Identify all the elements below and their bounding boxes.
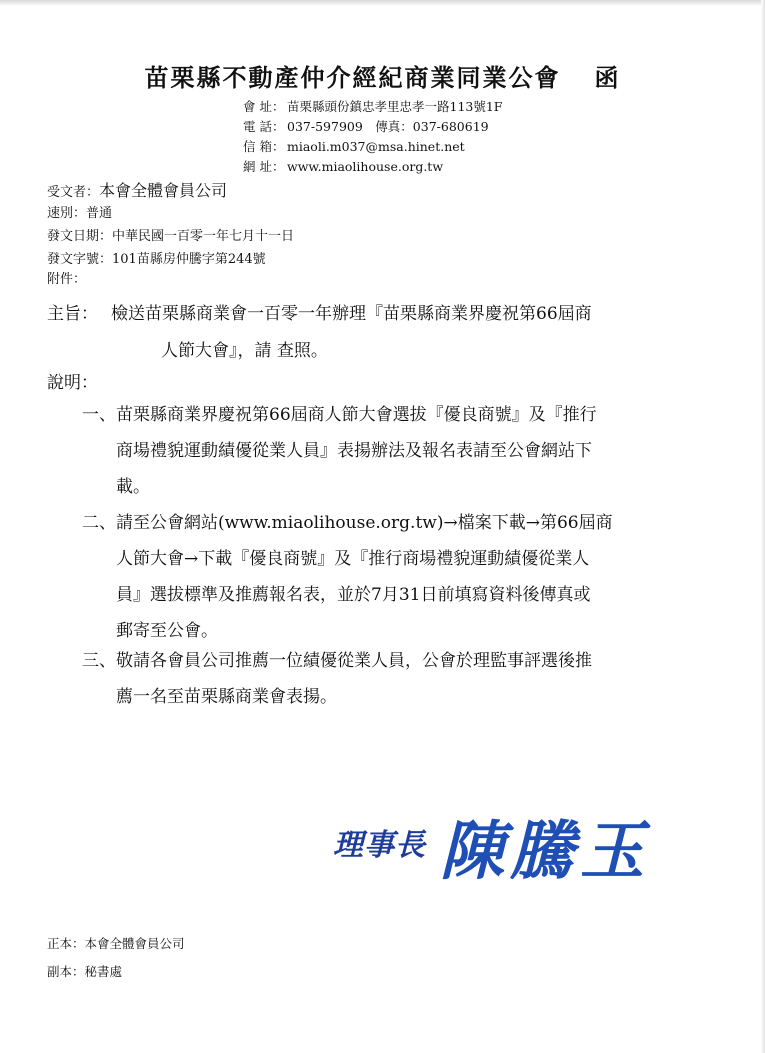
contact-phone: 電 話： 037-597909 傳真：037-680619	[243, 119, 489, 134]
date-value: 中華民國一百零一年七月十一日	[112, 229, 295, 244]
doc-number-value: 101苗縣房仲騰字第244號	[112, 252, 266, 267]
contact-email: 信 箱： miaoli.m037@msa.hinet.net	[243, 139, 465, 154]
scan-edge-right	[761, 0, 765, 1053]
original-recipient-line: 正本：本會全體會員公司	[47, 936, 185, 951]
explanation-label: 說明：	[47, 373, 98, 393]
letterhead-title	[0, 58, 765, 93]
recipient-line: 受文者：本會全體會員公司	[47, 181, 228, 200]
organization-name: 苗栗縣不動產仲介經紀商業同業公會	[144, 63, 561, 92]
speed-line: 速別：普通	[47, 206, 113, 221]
contact-info	[243, 97, 503, 177]
contact-website: 網 址： www.miaolihouse.org.tw	[243, 159, 444, 174]
date-line: 發文日期：中華民國一百零一年七月十一日	[47, 229, 295, 244]
speed-value: 普通	[86, 206, 113, 221]
scan-edge-top	[0, 0, 765, 6]
recipient-value: 本會全體會員公司	[99, 181, 228, 200]
contact-address: 會 址： 苗栗縣頭份鎮忠孝里忠孝一路113號1F	[243, 99, 503, 114]
copy-recipient-line: 副本：秘書處	[47, 964, 123, 979]
copy-recipient-value: 秘書處	[84, 964, 123, 979]
signature-title-stamp: 理事長	[333, 828, 426, 863]
doc-number-line: 發文字號：101苗縣房仲騰字第244號	[47, 252, 266, 267]
document-type: 函	[594, 63, 621, 92]
attachment-line: 附件：	[47, 272, 87, 287]
official-letter-page: 苗栗縣不動產仲介經紀商業同業公會 函 會 址： 苗栗縣頭份鎮忠孝里忠孝一路113號1F 電 話： 037-597909 傳真：037-680619 信 箱： miaoli.m037@msa.hinet.net 網 址： www.miaolihouse.org.tw 受文者：本會全體會員公司 速別：普通 發文日期：中華民國一百零一年七月十一日 發文字號：101苗縣房仲騰字第244號 附件： 主旨： 檢送苗栗縣商業會一百零一年辦理『苗栗縣商業界慶祝第66屆商 人節大會』，請 查照。 說明： 一、 苗栗縣商業界慶祝第66屆商人節大會選拔『優良商號』及『推行 商場禮貌運動績優從業人員』表揚辦法及報名表請至公會網站下 載。 二、 請至公會網站(www.miaolihouse.org.tw)→檔案下載→第66屆商 人節大會→下載『優良商號』及『推行商場禮貌運動績優從業人 員』選拔標準及推薦報名表，並於7月31日前填寫資料後傳真或 郵寄至公會。 三、 敬請各會員公司推薦一位績優從業人員，公會於理監事評選後推 薦一名至苗栗縣商業會表揚。 理事長 陳騰玉 正本：本會全體會員公司 副本：秘書處	[0, 0, 765, 1053]
subject-text: 檢送苗栗縣商業會一百零一年辦理『苗栗縣商業界慶祝第66屆商 人節大會』，請 查照。	[111, 304, 592, 361]
original-recipient-value: 本會全體會員公司	[84, 936, 185, 951]
signature-name-stamp: 陳騰玉	[440, 814, 650, 889]
subject-label: 主旨：	[47, 304, 98, 324]
